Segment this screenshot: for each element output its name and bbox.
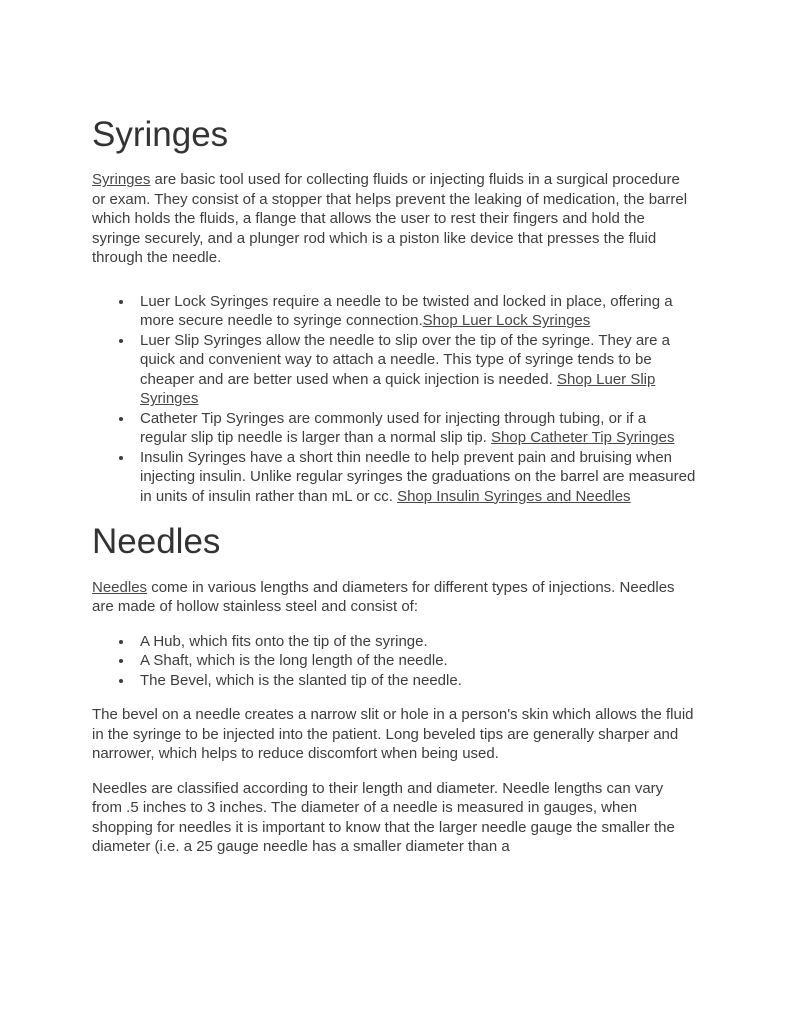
shop-insulin-syringes-link[interactable]: Shop Insulin Syringes and Needles xyxy=(397,487,631,505)
shop-luer-slip-syringes-link[interactable]: Shop Luer Slip Syringes xyxy=(140,370,656,408)
bevel-paragraph: The bevel on a needle creates a narrow slit or hole in a person's skin which allows the fluid in the syringe to be injected into the patient. Long beveled tips are generally sharper and narrower, which helps to reduce discomfort when being used. xyxy=(92,706,694,762)
needle-parts-list xyxy=(92,632,696,691)
list-item xyxy=(92,409,696,448)
bullet-text: Catheter Tip Syringes are commonly used for injecting through tubing, or if a regular slip tip needle is larger than a normal slip tip. xyxy=(140,409,647,447)
list-item: A Hub, which fits onto the tip of the syringe. xyxy=(92,632,696,652)
syringes-intro-text: are basic tool used for collecting fluids or injecting fluids in a surgical procedure or exam. They consist of a stopper that helps prevent the leaking of medication, the barrel which holds the fluids, a flange that allows the user to rest their fingers and hold the syringe securely, and a plunger rod which is a piston like device that presses the fluid through the needle. xyxy=(92,171,688,267)
list-item xyxy=(92,292,696,331)
list-item xyxy=(92,448,696,507)
needles-link[interactable]: Needles xyxy=(92,578,148,596)
bullet-text: Insulin Syringes have a short thin needle to help prevent pain and bruising when injecting insulin. Unlike regular syringes the graduations on the barrel are measured in units of insulin rather than mL or cc. xyxy=(140,448,696,505)
syringes-intro-paragraph xyxy=(92,170,696,268)
list-item xyxy=(92,331,696,409)
list-item: The Bevel, which is the slanted tip of the needle. xyxy=(92,671,696,691)
gauge-paragraph: Needles are classified according to their length and diameter. Needle lengths can vary from .5 inches to 3 inches. The diameter of a needle is measured in gauges, when shopping for needles it is important to know that the larger needle gauge the smaller the diameter (i.e. a 25 gauge needle has a smaller diameter than a xyxy=(92,779,675,855)
needles-intro-paragraph xyxy=(92,578,696,617)
syringes-link[interactable]: Syringes xyxy=(92,171,151,189)
bullet-text: Luer Slip Syringes allow the needle to slip over the tip of the syringe. They are a quick and convenient way to attach a needle. This type of syringe tends to be cheaper and are better used when a quick injection is needed. xyxy=(140,331,671,388)
shop-catheter-tip-syringes-link[interactable]: Shop Catheter Tip Syringes xyxy=(491,429,675,447)
needles-heading: Needles xyxy=(92,522,221,562)
list-item: A Shaft, which is the long length of the needle. xyxy=(92,651,696,671)
bullet-text: Luer Lock Syringes require a needle to be twisted and locked in place, offering a more secure needle to syringe connection. xyxy=(140,292,673,330)
needles-intro-text: come in various lengths and diameters for different types of injections. Needles are made of hollow stainless steel and consist of: xyxy=(92,578,675,615)
shop-luer-lock-syringes-link[interactable]: Shop Luer Lock Syringes xyxy=(422,312,591,330)
syringes-heading: Syringes xyxy=(92,115,229,154)
syringe-type-list xyxy=(92,292,696,507)
